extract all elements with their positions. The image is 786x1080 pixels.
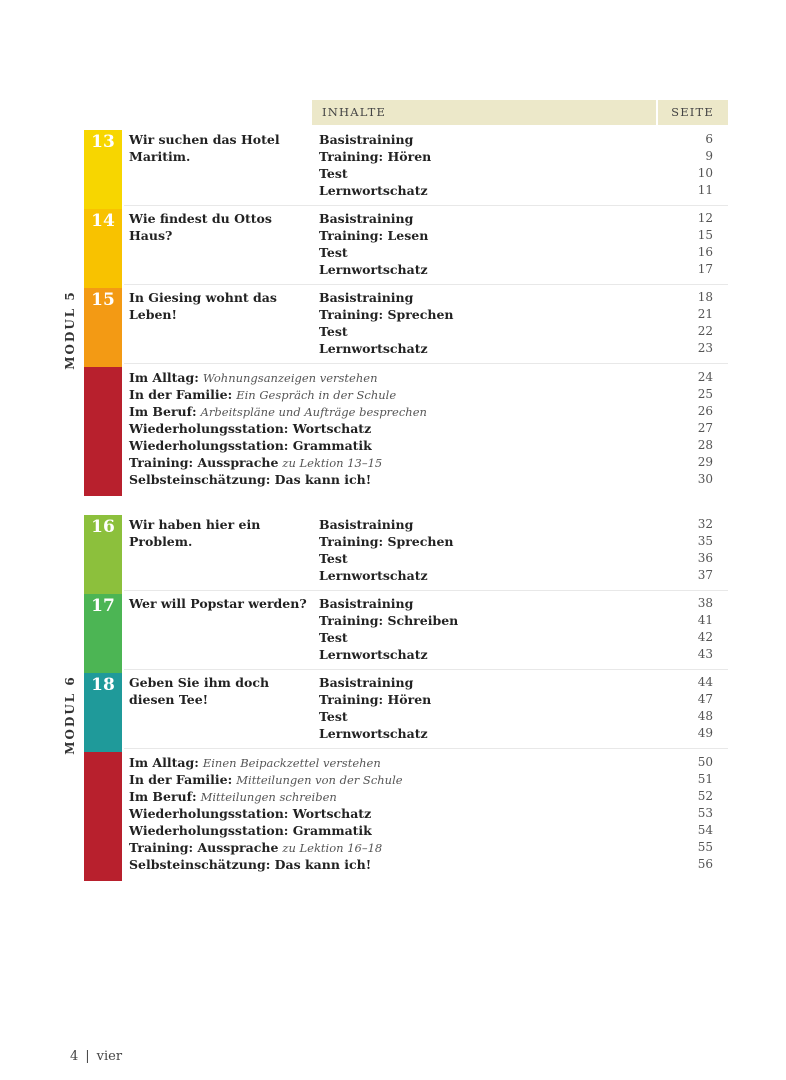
extras-item-title: Selbsteinschätzung: Das kann ich! xyxy=(129,472,372,487)
extras-item xyxy=(129,771,403,788)
footer-page-word: vier xyxy=(96,1049,123,1064)
lesson-item-page: 18 xyxy=(697,290,713,304)
lesson-item-page: 15 xyxy=(697,228,713,242)
lesson-item-page: 49 xyxy=(697,726,713,740)
extras-item xyxy=(129,788,337,805)
lesson-item: Lernwortschatz xyxy=(319,568,428,583)
lesson-item-page: 11 xyxy=(697,183,713,197)
extras-item xyxy=(129,420,371,437)
lesson-title: Wir haben hier ein Problem. xyxy=(129,517,261,549)
extras-item-page: 26 xyxy=(697,404,713,418)
lesson-number: 15 xyxy=(91,290,115,310)
extras-item-title: Wiederholungsstation: Wortschatz xyxy=(129,806,372,821)
lesson-title: Wir suchen das Hotel Maritim. xyxy=(129,132,280,164)
lesson-item: Test xyxy=(319,245,348,260)
extras-item-page: 50 xyxy=(697,755,713,769)
lesson-item-page: 35 xyxy=(697,534,713,548)
extras-item-page: 27 xyxy=(697,421,713,435)
lesson-item: Training: Sprechen xyxy=(319,307,454,322)
lesson-item-page: 42 xyxy=(697,630,713,644)
extras-item-title: In der Familie: xyxy=(129,387,233,402)
lesson-item-page: 44 xyxy=(697,675,713,689)
lesson-item: Basistraining xyxy=(319,132,414,147)
extras-item-page: 24 xyxy=(697,370,713,384)
lesson-item: Lernwortschatz xyxy=(319,726,428,741)
extras-item-description: Einen Beipackzettel verstehen xyxy=(202,756,381,770)
lesson-item: Basistraining xyxy=(319,290,414,305)
extras-item-description: Ein Gespräch in der Schule xyxy=(236,388,397,402)
lesson-item-page: 38 xyxy=(697,596,713,610)
extras-item xyxy=(129,856,371,873)
extras-item-page: 56 xyxy=(697,857,713,871)
lesson-item: Training: Sprechen xyxy=(319,534,454,549)
extras-item-description: Mitteilungen schreiben xyxy=(200,790,337,804)
extras-item-title: Im Alltag: xyxy=(129,370,199,385)
lesson-item-page: 36 xyxy=(697,551,713,565)
extras-item-page: 53 xyxy=(697,806,713,820)
header-seite: SEITE xyxy=(658,100,728,125)
lesson-item: Lernwortschatz xyxy=(319,262,428,277)
lesson-title: Geben Sie ihm doch diesen Tee! xyxy=(129,675,270,707)
extras-item-page: 29 xyxy=(697,455,713,469)
lesson-item-page: 21 xyxy=(697,307,713,321)
lesson-item-page: 43 xyxy=(697,647,713,661)
extras-item xyxy=(129,454,382,471)
module-label: MODUL 6 xyxy=(63,675,77,755)
extras-item-page: 55 xyxy=(697,840,713,854)
extras-item-title: Training: Aussprache xyxy=(129,455,279,470)
lesson-item: Lernwortschatz xyxy=(319,183,428,198)
extras-item-title: In der Familie: xyxy=(129,772,233,787)
lesson-item-page: 12 xyxy=(697,211,713,225)
lesson-item-page: 23 xyxy=(697,341,713,355)
lesson-item: Basistraining xyxy=(319,211,414,226)
extras-item-page: 28 xyxy=(697,438,713,452)
extras-item xyxy=(129,386,396,403)
lesson-item: Training: Schreiben xyxy=(319,613,459,628)
row-separator xyxy=(124,284,728,285)
extras-item-description: Mitteilungen von der Schule xyxy=(236,773,403,787)
lesson-number: 14 xyxy=(91,211,115,231)
lesson-item-page: 17 xyxy=(697,262,713,276)
module-label: MODUL 5 xyxy=(63,290,77,370)
lesson-title: Wer will Popstar werden? xyxy=(129,596,307,611)
extras-item-page: 52 xyxy=(697,789,713,803)
row-separator xyxy=(124,590,728,591)
lesson-item: Test xyxy=(319,630,348,645)
lesson-item: Test xyxy=(319,324,348,339)
lesson-item: Test xyxy=(319,551,348,566)
extras-item-description: zu Lektion 16–18 xyxy=(282,841,383,855)
lesson-item: Test xyxy=(319,709,348,724)
lesson-item: Training: Lesen xyxy=(319,228,429,243)
header-inhalte: INHALTE xyxy=(312,100,656,125)
row-separator xyxy=(124,363,728,364)
extras-item xyxy=(129,437,372,454)
lesson-item-page: 16 xyxy=(697,245,713,259)
page-footer xyxy=(70,1049,122,1064)
extras-item-title: Training: Aussprache xyxy=(129,840,279,855)
extras-item-page: 54 xyxy=(697,823,713,837)
lesson-item-page: 9 xyxy=(705,149,713,163)
lesson-item-page: 32 xyxy=(697,517,713,531)
lesson-item-page: 48 xyxy=(697,709,713,723)
lesson-item: Basistraining xyxy=(319,675,414,690)
lesson-title: In Giesing wohnt das Leben! xyxy=(129,290,277,322)
lesson-item: Lernwortschatz xyxy=(319,341,428,356)
lesson-number: 16 xyxy=(91,517,115,537)
extras-item-title: Wiederholungsstation: Grammatik xyxy=(129,438,372,453)
extras-item xyxy=(129,369,377,386)
extras-item xyxy=(129,754,381,771)
lesson-item-page: 47 xyxy=(697,692,713,706)
lesson-item-page: 41 xyxy=(697,613,713,627)
footer-page-number: 4 xyxy=(70,1049,79,1064)
lesson-item: Lernwortschatz xyxy=(319,647,428,662)
extras-item xyxy=(129,822,372,839)
extras-item-title: Im Alltag: xyxy=(129,755,199,770)
extras-item-title: Im Beruf: xyxy=(129,789,197,804)
row-separator xyxy=(124,669,728,670)
extras-item-description: Arbeitspläne und Aufträge besprechen xyxy=(200,405,427,419)
lesson-item: Basistraining xyxy=(319,596,414,611)
module-extras-color-bar xyxy=(84,367,122,496)
lesson-item: Training: Hören xyxy=(319,149,432,164)
lesson-number: 18 xyxy=(91,675,115,695)
extras-item-page: 30 xyxy=(697,472,713,486)
module-extras-color-bar xyxy=(84,752,122,881)
extras-item-description: zu Lektion 13–15 xyxy=(282,456,383,470)
lesson-title: Wie findest du Ottos Haus? xyxy=(129,211,272,243)
extras-item-title: Selbsteinschätzung: Das kann ich! xyxy=(129,857,372,872)
extras-item-description: Wohnungsanzeigen verstehen xyxy=(202,371,378,385)
extras-item-title: Wiederholungsstation: Grammatik xyxy=(129,823,372,838)
extras-item xyxy=(129,805,371,822)
lesson-number: 17 xyxy=(91,596,115,616)
lesson-item: Test xyxy=(319,166,348,181)
extras-item-title: Wiederholungsstation: Wortschatz xyxy=(129,421,372,436)
extras-item xyxy=(129,839,382,856)
row-separator xyxy=(124,748,728,749)
lesson-item-page: 37 xyxy=(697,568,713,582)
lesson-item: Training: Hören xyxy=(319,692,432,707)
lesson-item-page: 22 xyxy=(697,324,713,338)
extras-item-page: 51 xyxy=(697,772,713,786)
footer-separator: | xyxy=(85,1049,90,1064)
lesson-item-page: 6 xyxy=(705,132,713,146)
lesson-item-page: 10 xyxy=(697,166,713,180)
extras-item-page: 25 xyxy=(697,387,713,401)
extras-item xyxy=(129,471,371,488)
extras-item-title: Im Beruf: xyxy=(129,404,197,419)
lesson-item: Basistraining xyxy=(319,517,414,532)
lesson-number: 13 xyxy=(91,132,115,152)
row-separator xyxy=(124,205,728,206)
extras-item xyxy=(129,403,427,420)
